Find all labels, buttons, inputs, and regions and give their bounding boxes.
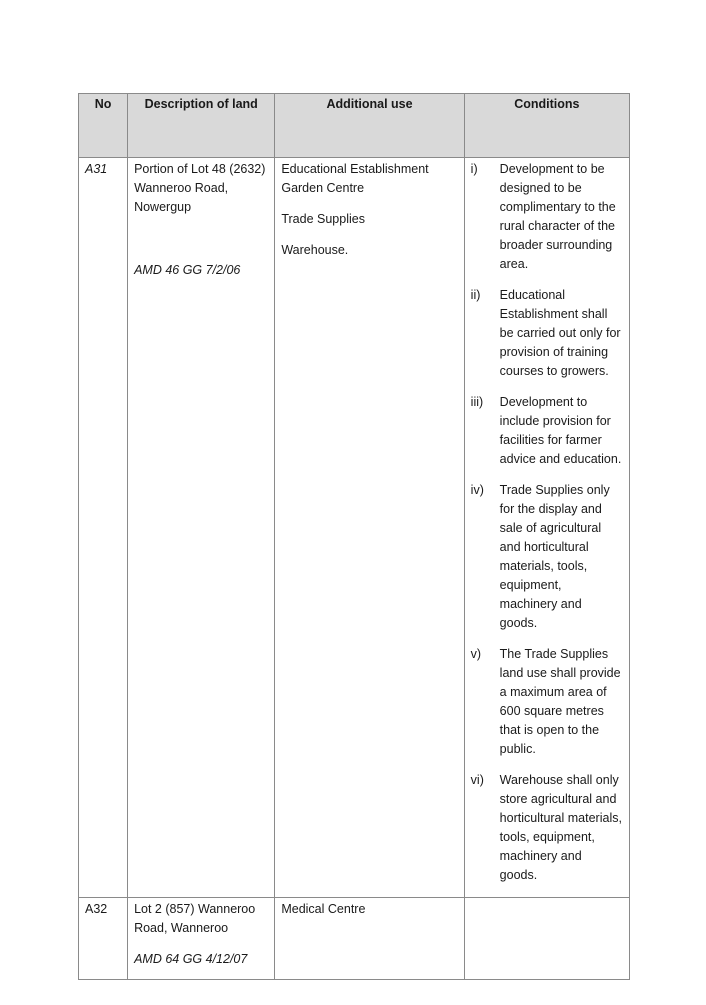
additional-use-cell [275,898,464,980]
condition-text: The Trade Supplies land use shall provide a maximum area of 600 square metres that is open to the public. [499,647,621,756]
description-line: Lot 2 (857) Wanneroo [134,902,256,916]
header-no: No [79,94,128,158]
condition-text: Development to be designed to be complimentary to the rural character of the broader surrounding area. [499,162,616,271]
condition-item [471,645,622,759]
header-description: Description of land [128,94,275,158]
conditions-list [471,160,622,885]
condition-number: iv) [470,483,484,497]
additional-use-cell [275,158,464,898]
condition-text: Warehouse shall only store agricultural and horticultural materials, tools, equipment, machinery and goods. [499,773,622,882]
row-number-cell [79,898,128,980]
description-cell [128,158,275,898]
use-item: Trade Supplies [281,212,365,226]
additional-use-table [78,93,630,980]
header-conditions: Conditions [464,94,629,158]
condition-text: Trade Supplies only for the display and sale of agricultural and horticultural materials, tools, equipment, machinery and goods. [499,483,610,630]
use-item: Medical Centre [281,902,366,916]
use-item: Educational Establishment [281,162,429,176]
condition-number: ii) [470,288,481,302]
condition-number: i) [470,162,478,176]
condition-item [471,160,622,274]
condition-item [471,481,622,633]
amendment-reference: AMD 64 GG 4/12/07 [134,952,248,966]
conditions-cell [464,158,629,898]
description-line: Nowergup [134,200,192,214]
use-item: Garden Centre [281,181,365,195]
header-additional-use: Additional use [275,94,464,158]
description-line: Road, Wanneroo [134,921,229,935]
description-cell [128,898,275,980]
condition-number: iii) [470,395,484,409]
condition-text: Educational Establishment shall be carried out only for provision of training courses to growers. [499,288,621,378]
condition-item [471,286,622,381]
row-number: A32 [85,902,108,916]
description-line: Wanneroo Road, [134,181,229,195]
description-line: Portion of Lot 48 (2632) [134,162,266,176]
table-row [79,898,630,980]
row-number-cell [79,158,128,898]
table-row [79,158,630,898]
amendment-reference: AMD 46 GG 7/2/06 [134,263,241,277]
condition-number: v) [470,647,482,661]
condition-number: vi) [470,773,484,787]
conditions-cell [464,898,629,980]
condition-text: Development to include provision for facilities for farmer advice and education. [499,395,622,466]
table-header-row [79,94,630,158]
condition-item [471,393,622,469]
use-item: Warehouse. [281,243,349,257]
row-number: A31 [85,162,108,176]
condition-item [471,771,622,885]
